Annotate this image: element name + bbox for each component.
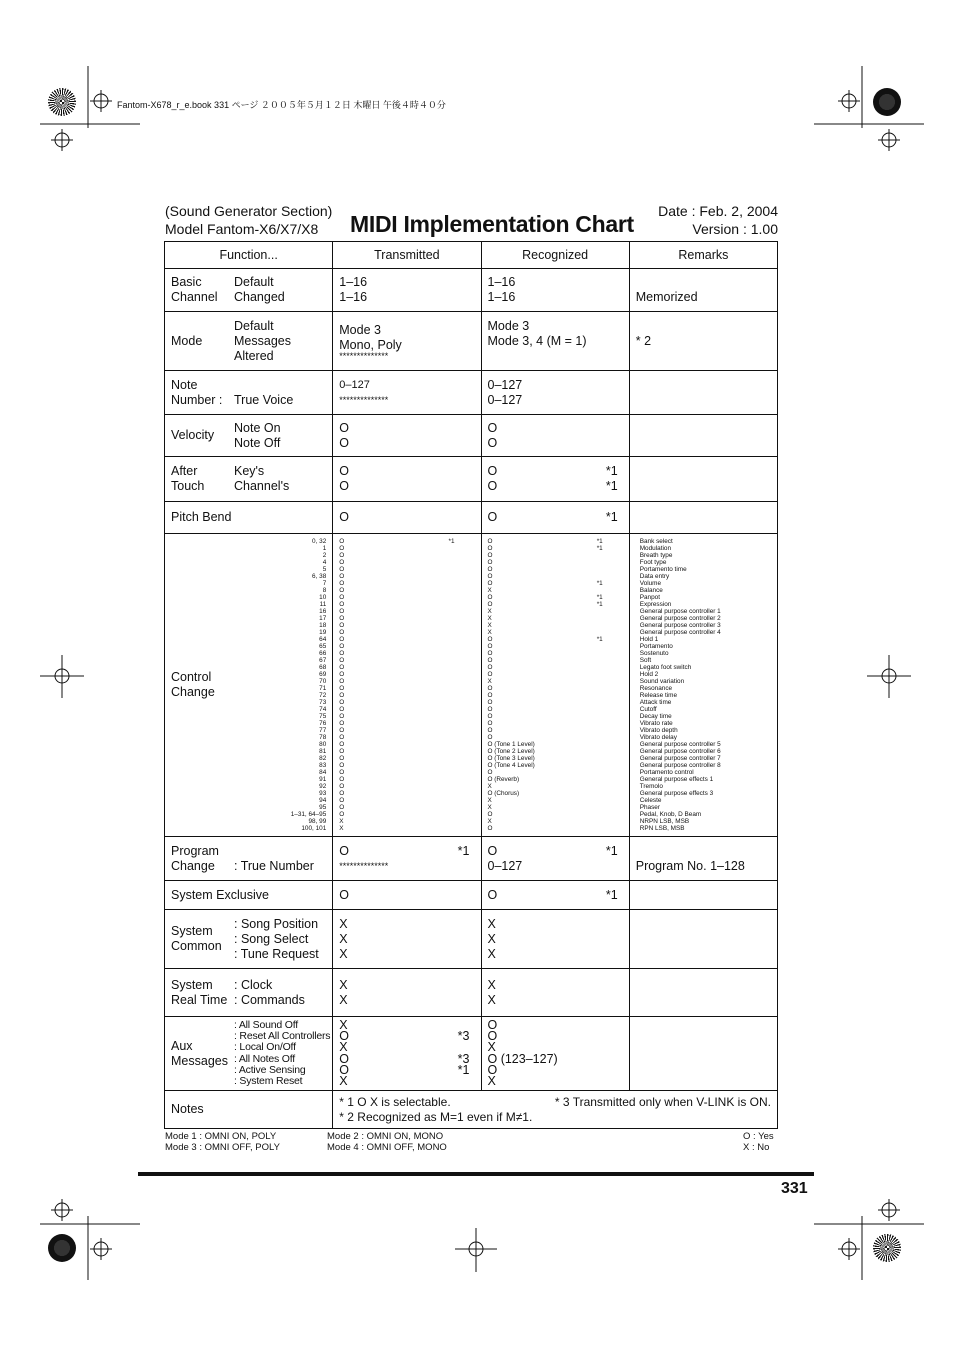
row-notes: Notes * 1 O X is selectable. * 3 Transmitted only when V-LINK is ON. * 2 Recognized as M=1 even if M≠1. (165, 1091, 778, 1129)
cc-cell: Portamento control (639, 769, 694, 776)
cc-cell: General purpose controller 7 (639, 755, 721, 762)
cc-cell: Data entry (639, 573, 670, 580)
legend-mode4: Mode 4 : OMNI OFF, MONO (327, 1142, 447, 1153)
cc-cell: O (487, 727, 493, 734)
row-velocity: Velocity Note On Note Off O O O O (165, 415, 778, 457)
cc-cell: 2 (322, 552, 327, 559)
cc-cell: O (Tone 3 Level) (487, 755, 535, 762)
cc-cell: 75 (319, 713, 327, 720)
cc-cell: O (339, 573, 345, 580)
cc-cell: 17 (319, 615, 327, 622)
cc-cell: O (339, 776, 345, 783)
footer-rule (138, 1172, 814, 1176)
cc-cell: Bank select (639, 538, 673, 545)
cc-cell: O (487, 552, 493, 559)
aux-transmitted (339, 1017, 474, 1089)
cc-cell: O (339, 678, 345, 685)
cc-cell: 80 (319, 741, 327, 748)
cc-cell: O (339, 594, 345, 601)
cc-cell: Panpot (639, 594, 660, 601)
cc-cell: O (339, 615, 345, 622)
cc-cell: O (487, 811, 493, 818)
cc-cell: O (339, 601, 345, 608)
cc-cell: Sostenuto (639, 650, 669, 657)
cc-cell: 91 (319, 776, 327, 783)
cc-cell: Vibrato rate (639, 720, 673, 727)
cc-cell: 78 (319, 734, 327, 741)
cc-cell: 83 (319, 762, 327, 769)
cc-cell: O (339, 643, 345, 650)
cc-cell: X (487, 629, 492, 636)
cc-cell: O (339, 706, 345, 713)
cc-cell: Phaser (639, 804, 660, 811)
legend-mode3: Mode 3 : OMNI OFF, POLY (165, 1142, 280, 1153)
cc-cell: O (339, 720, 345, 727)
header-function: Function... (165, 242, 333, 269)
cc-cell: Soft (639, 657, 652, 664)
row-after-touch: After Key's Touch Channel's O O O *1 O *1 (165, 457, 778, 502)
cc-cell: X (487, 783, 492, 790)
page-number: 331 (781, 1180, 808, 1197)
cc-cell: Expression (639, 601, 672, 608)
cc-cell: 69 (319, 671, 327, 678)
cc-cell: O (339, 566, 345, 573)
cc-cell: O (487, 573, 493, 580)
cc-cell: O (487, 664, 493, 671)
cc-cell: O (339, 713, 345, 720)
cc-cell: O (339, 734, 345, 741)
cc-cell: O (339, 811, 345, 818)
cc-cell: O (339, 629, 345, 636)
cc-cell: O (339, 727, 345, 734)
legend-no: X : No (743, 1142, 770, 1153)
cc-cell: Hold 1 (639, 636, 659, 643)
cc-cell: Vibrato delay (639, 734, 677, 741)
cc-cell: Celeste (639, 797, 662, 804)
cc-cell: O (339, 552, 345, 559)
cc-cell: O (487, 769, 493, 776)
cc-cell: O (339, 657, 345, 664)
cc-cell: 4 (322, 559, 327, 566)
cc-cell: O *1 (487, 580, 603, 587)
cc-cell: NRPN LSB, MSB (639, 818, 690, 825)
cc-cell: O (339, 790, 345, 797)
cc-cell: O (487, 692, 493, 699)
cc-cell: General purpose effects 1 (639, 776, 714, 783)
row-mode: Default Mode Messages Altered Mode 3 Mono, Poly ************** Mode 3 Mode 3, 4 (M = 1) * 2 (165, 312, 778, 371)
cc-cell: Release time (639, 692, 678, 699)
cc-cell: 71 (319, 685, 327, 692)
aux-tx-cell: O *1 (339, 1062, 470, 1077)
cc-cell: General purpose controller 5 (639, 741, 721, 748)
cc-cell: 98, 99 (308, 818, 327, 825)
cc-cell: O (Tone 1 Level) (487, 741, 535, 748)
cc-cell: 18 (319, 622, 327, 629)
cc-cell: O (339, 741, 345, 748)
cc-cell: O *1 (487, 594, 603, 601)
cc-cell: O (339, 650, 345, 657)
cc-cell: O (339, 692, 345, 699)
cc-cell: X (487, 678, 492, 685)
cc-cell: O (339, 699, 345, 706)
cc-cell: O (Tone 4 Level) (487, 762, 535, 769)
midi-implementation-table (164, 241, 778, 1129)
cc-cell: O (Reverb) (487, 776, 520, 783)
cc-cell: 72 (319, 692, 327, 699)
aux-tx-cell: X (339, 1040, 348, 1055)
cc-cell: 94 (319, 797, 327, 804)
cc-cell: O *1 (487, 601, 603, 608)
cc-cell: Volume (639, 580, 662, 587)
cc-cell: 68 (319, 664, 327, 671)
registration-disc-icon (48, 1234, 76, 1262)
print-info-line: Fantom-X678_r_e.book 331 ページ ２００５年５月１２日 木曜日 午後４時４０分 (117, 100, 446, 110)
cc-transmitted (339, 538, 474, 832)
cc-cell: X (487, 804, 492, 811)
cc-cell: X (487, 615, 492, 622)
registration-disc-icon (48, 88, 76, 116)
cc-cell: 73 (319, 699, 327, 706)
cc-cell: O *1 (487, 538, 603, 545)
cc-cell: Decay time (639, 713, 672, 720)
row-note-number: Note Number : True Voice 0–127 ************** 0–127 0–127 (165, 371, 778, 415)
cc-cell: X (487, 622, 492, 629)
cc-cell: Legato foot switch (639, 664, 692, 671)
cc-cell: 6, 38 (312, 573, 327, 580)
cc-cell: Balance (639, 587, 663, 594)
cc-cell: O (339, 580, 345, 587)
cc-cell: 81 (319, 748, 327, 755)
cc-cell: Tremolo (639, 783, 663, 790)
cc-cell: General purpose effects 3 (639, 790, 714, 797)
cc-cell: O (487, 825, 493, 832)
cc-cell: 100, 101 (301, 825, 327, 832)
cc-cell: Hold 2 (639, 671, 659, 678)
cc-recognized (488, 538, 623, 832)
aux-tx-cell: X (339, 1017, 348, 1032)
cc-cell: Modulation (639, 545, 671, 552)
cc-cell: O (339, 622, 345, 629)
cc-cell: X (339, 818, 344, 825)
cc-cell: O (487, 713, 493, 720)
cc-cell: O (339, 783, 345, 790)
legend-mode1: Mode 1 : OMNI ON, POLY (165, 1131, 277, 1142)
cc-cell: 67 (319, 657, 327, 664)
cc-remarks (640, 538, 767, 832)
aux-tx-cell: O *3 (339, 1028, 470, 1043)
cc-cell: 64 (319, 636, 327, 643)
cc-cell: X (487, 818, 492, 825)
cc-cell: O (487, 657, 493, 664)
cc-cell: O (339, 797, 345, 804)
cc-cell: O (339, 804, 345, 811)
row-program-change: Program Change : True Number O *1 ************** O *1 0–127 Program No. 1–128 (165, 837, 778, 881)
cc-cell: Breath type (639, 552, 673, 559)
cc-cell: Portamento (639, 643, 673, 650)
cc-cell: O (487, 720, 493, 727)
cc-cell: O (487, 706, 493, 713)
cc-cell: Pedal, Knob, D Beam (639, 811, 702, 818)
cc-cell: 1 (322, 545, 327, 552)
cc-cell: 84 (319, 769, 327, 776)
cc-cell: O (339, 769, 345, 776)
row-system-realtime: System : Clock Real Time : Commands X X X X (165, 969, 778, 1017)
cc-cell: 66 (319, 650, 327, 657)
cc-cell: O (487, 685, 493, 692)
cc-cell: General purpose controller 1 (639, 608, 721, 615)
row-basic-channel: Basic Default Channel Changed 1–16 1–16 1–16 1–16 Memorized (165, 269, 778, 312)
header-recognized: Recognized (481, 242, 629, 269)
cc-cell: X (487, 797, 492, 804)
section-label: (Sound Generator Section) (165, 203, 333, 219)
cc-cell: General purpose controller 2 (639, 615, 721, 622)
legend-yes: O : Yes (743, 1131, 774, 1142)
aux-tx-cell: X (339, 1074, 348, 1089)
cc-cell: O (339, 664, 345, 671)
cc-cell: O (487, 559, 493, 566)
cc-cell: General purpose controller 3 (639, 622, 721, 629)
cc-cell: O (487, 566, 493, 573)
cc-cell: O (487, 699, 493, 706)
cc-cell: 7 (322, 580, 327, 587)
cc-cell: O (487, 643, 493, 650)
cc-cell: O *1 (487, 636, 603, 643)
cc-cell: Foot type (639, 559, 667, 566)
cc-cell: General purpose controller 6 (639, 748, 721, 755)
cc-cell: 10 (319, 594, 327, 601)
cc-cell: O *1 (487, 545, 603, 552)
cc-cell: 11 (319, 601, 327, 608)
cc-cell: O (Chorus) (487, 790, 520, 797)
cc-cell: 16 (319, 608, 327, 615)
cc-cell: 76 (319, 720, 327, 727)
cc-cell: General purpose controller 4 (639, 629, 721, 636)
cc-cell: Portamento time (639, 566, 687, 573)
row-control-change: Control Change 0, 32 1 2 4 5 6, 38 7 8 10 11 16 17 18 19 64 65 66 67 68 69 70 71 72 73 74 75 76 77 78 80 81 82 83 84 91 92 93 94 95 1–31, 64–95 98, 99 100, 101 O *1 O O O O O O O O O O O O O O O O O O O O O O O O O O O O O O O O O O O O O O O X X O *1 O *1 O O O O O *1 X O *1 O *1 X X X X O *1 O O O O O X O O O O O O O O O (Tone 1 Level) O (Tone 2 Level) O (Tone 3 Level) O (Tone 4 Level) O O (Reverb) X O (Chorus) X X O X O Bank select Modulation Breath type Foot type Portamento time Data entry Volume Balance Panpot Expression General purpose controller 1 General purpose controller 2 General purpose controller 3 General purpose controller 4 Hold 1 Portamento Sostenuto Soft Legato foot switch Hold 2 Sound variation Resonance Release time Attack time Cutoff Decay time Vibrato rate Vibrato depth Vibrato delay General purpose controller 5 General purpose controller 6 General purpose controller 7 General purpose controller 8 Portamento control General purpose effects 1 Tremolo General purpose effects 3 Celeste Phaser Pedal, Knob, D Beam NRPN LSB, MSB RPN LSB, MSB (165, 534, 778, 837)
cc-cell: 5 (322, 566, 327, 573)
cc-cell: Resonance (639, 685, 673, 692)
cc-cell: X (487, 608, 492, 615)
registration-disc-icon (873, 1234, 901, 1262)
cc-cell: O (Tone 2 Level) (487, 748, 535, 755)
cc-cell: Sound variation (639, 678, 685, 685)
cc-cell: 92 (319, 783, 327, 790)
model-label: Model Fantom-X6/X7/X8 (165, 221, 319, 237)
row-pitch-bend: Pitch Bend O O *1 (165, 502, 778, 534)
cc-cell: 82 (319, 755, 327, 762)
cc-cell: O (487, 734, 493, 741)
cc-cell: O (339, 587, 345, 594)
cc-cell: Cutoff (639, 706, 657, 713)
row-system-exclusive: System Exclusive O O *1 (165, 881, 778, 910)
cc-cell: 74 (319, 706, 327, 713)
cc-cell: General purpose controller 8 (639, 762, 721, 769)
cc-cell: O (339, 762, 345, 769)
cc-cell: 1–31, 64–95 (290, 811, 327, 818)
row-aux-messages: Aux Messages : All Sound Off : Reset All Controllers : Local On/Off : All Notes Off : Active Sensing : System Reset X O *3 X O *3 O *1 X O O X O (123–127) O X (165, 1017, 778, 1091)
row-system-common: System Common : Song Position : Song Select : Tune Request X X X X X X (165, 910, 778, 969)
cc-cell: Attack time (639, 699, 672, 706)
registration-disc-icon (873, 88, 901, 116)
cc-cell: O (339, 636, 345, 643)
cc-cell: 93 (319, 790, 327, 797)
cc-cell: 65 (319, 643, 327, 650)
header-remarks: Remarks (629, 242, 777, 269)
cc-cell: X (487, 587, 492, 594)
cc-cell: O (339, 545, 345, 552)
version-label: Version : 1.00 (692, 221, 778, 237)
cc-cell: 19 (319, 629, 327, 636)
date-label: Date : Feb. 2, 2004 (658, 203, 778, 219)
cc-cell: 70 (319, 678, 327, 685)
cc-cell: O (339, 608, 345, 615)
cc-cell: O *1 (339, 538, 455, 545)
cc-cell: O (339, 671, 345, 678)
cc-cell: 95 (319, 804, 327, 811)
cc-cell: 0, 32 (312, 538, 327, 545)
cc-cell: X (339, 825, 344, 832)
cc-cell: O (339, 685, 345, 692)
cc-cell: Vibrato depth (639, 727, 678, 734)
cc-cell: RPN LSB, MSB (639, 825, 685, 832)
cc-cell: 77 (319, 727, 327, 734)
page-title: MIDI Implementation Chart (350, 211, 634, 237)
cc-cell: O (487, 671, 493, 678)
cc-cell: O (487, 650, 493, 657)
aux-tx-cell: O *3 (339, 1051, 470, 1066)
cc-cell: O (339, 748, 345, 755)
cc-cell: O (339, 755, 345, 762)
cc-cell: O (339, 559, 345, 566)
legend-mode2: Mode 2 : OMNI ON, MONO (327, 1131, 444, 1142)
cc-cell: 8 (322, 587, 327, 594)
header-transmitted: Transmitted (333, 242, 481, 269)
